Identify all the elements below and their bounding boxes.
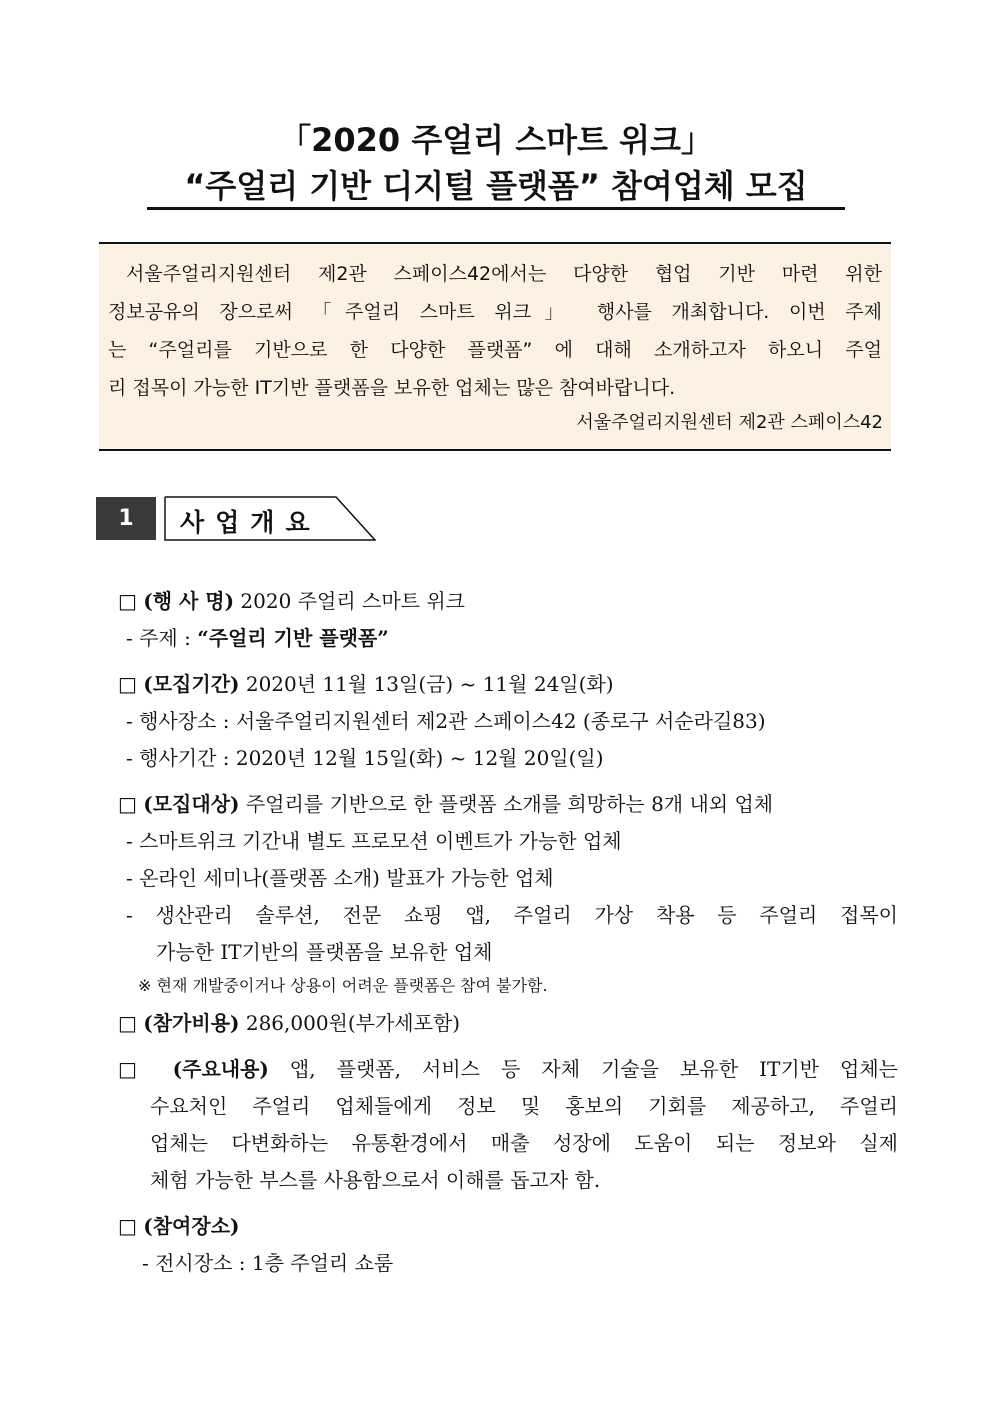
item-sub: - 행사기간 : 2020년 12월 15일(화) ~ 12월 20일(일) — [126, 746, 604, 770]
document-title-line1: 「2020 주얼리 스마트 위크」 — [279, 121, 713, 159]
item-label: (참가비용) — [143, 1011, 240, 1035]
checkbox-icon: □ — [118, 589, 137, 613]
item-place — [118, 1208, 898, 1245]
notice-text — [108, 255, 882, 407]
item-label: (주요내용) — [172, 1057, 269, 1081]
item-event — [118, 583, 898, 620]
item-note: ※ 현재 개발중이거나 상용이 어려운 플랫폼은 참여 불가함. — [138, 976, 548, 995]
checkbox-icon: □ — [118, 792, 137, 816]
item-value: 286,000원(부가세포함) — [239, 1011, 461, 1035]
item-sub: - 생산관리 솔루션, 전문 쇼핑 앱, 주얼리 가상 착용 등 주얼리 접목이 — [126, 903, 898, 927]
checkbox-icon: □ — [118, 1057, 152, 1081]
notice-box — [99, 242, 891, 451]
checkbox-icon: □ — [118, 1214, 137, 1238]
notice-line: 정보공유의 장으로써 「주얼리 스마트 위크」 행사를 개최합니다. 이번 주제 — [108, 301, 882, 323]
item-content — [118, 1051, 898, 1088]
notice-signature: 서울주얼리지원센터 제2관 스페이스42 — [576, 412, 883, 433]
section-heading-label: 사업개요 — [180, 508, 321, 537]
item-label: (모집대상) — [143, 792, 240, 816]
checkbox-icon: □ — [118, 672, 137, 696]
item-sub: - 온라인 세미나(플랫폼 소개) 발표가 가능한 업체 — [126, 866, 554, 890]
item-label: (참여장소) — [143, 1214, 240, 1238]
item-content-line: 수요처인 주얼리 업체들에게 정보 및 홍보의 기회를 제공하고, 주얼리 — [150, 1094, 898, 1118]
notice-line: 서울주얼리지원센터 제2관 스페이스42에서는 다양한 협업 기반 마련 위한 — [126, 263, 882, 285]
item-fee — [118, 1005, 898, 1042]
item-content-line: 업체는 다변화하는 유통환경에서 매출 성장에 도움이 되는 정보와 실제 — [150, 1131, 898, 1155]
item-period — [118, 666, 898, 703]
item-value: 주얼리를 기반으로 한 플랫폼 소개를 희망하는 8개 내외 업체 — [239, 792, 774, 816]
item-sub: - 전시장소 : 1층 주얼리 쇼룸 — [142, 1251, 394, 1275]
notice-line: 는 “주얼리를 기반으로 한 다양한 플랫폼” 에 대해 소개하고자 하오니 주얼 — [108, 339, 882, 361]
section-number: 1 — [96, 497, 156, 540]
item-sub: - 행사장소 : 서울주얼리지원센터 제2관 스페이스42 (종로구 서순라길83) — [126, 709, 766, 733]
item-sub-continued: 가능한 IT기반의 플랫폼을 보유한 업체 — [156, 940, 493, 964]
item-sub — [118, 620, 898, 657]
section-heading — [164, 496, 376, 541]
item-value: 2020년 11월 13일(금) ~ 11월 24일(화) — [239, 672, 614, 696]
document-title-line2: “주얼리 기반 디지털 플랫폼” 참여업체 모집 — [184, 167, 808, 205]
item-value: 앱, 플랫폼, 서비스 등 자체 기술을 보유한 IT기반 업체는 — [268, 1057, 898, 1081]
item-label: (모집기간) — [143, 672, 240, 696]
item-content-line: 체험 가능한 부스를 사용함으로서 이해를 돕고자 함. — [150, 1168, 601, 1192]
checkbox-icon: □ — [118, 1011, 137, 1035]
item-value: 2020 주얼리 스마트 위크 — [234, 589, 465, 613]
sub-prefix: - 주제 : — [126, 626, 198, 650]
item-sub: - 스마트위크 기간내 별도 프로모션 이벤트가 가능한 업체 — [126, 829, 622, 853]
notice-line: 리 접목이 가능한 IT기반 플랫폼을 보유한 업체는 많은 참여바랍니다. — [108, 377, 676, 399]
item-label: (행 사 명) — [143, 589, 235, 613]
section-content — [118, 583, 898, 1282]
sub-value: “주얼리 기반 플랫폼” — [197, 626, 389, 650]
title-underline — [147, 207, 845, 210]
item-target — [118, 786, 898, 823]
